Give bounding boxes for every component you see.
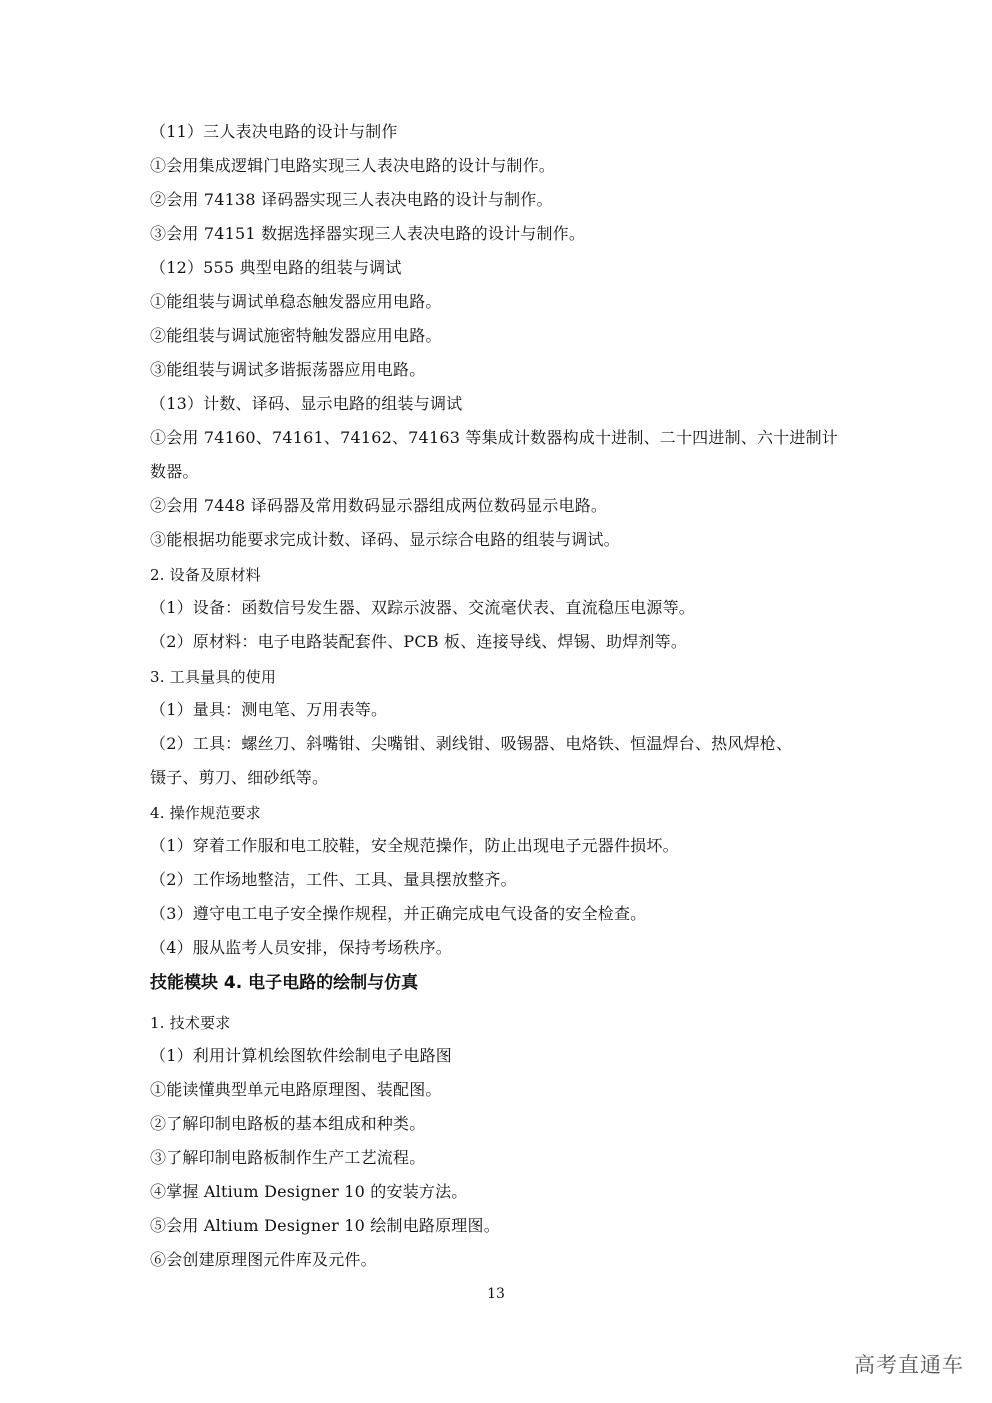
text-line: ①会用 74160、74161、74162、74163 等集成计数器构成十进制、二十四进制、六十进制计	[150, 428, 838, 447]
text-line: （2）工具：螺丝刀、斜嘴钳、尖嘴钳、剥线钳、吸锡器、电烙铁、恒温焊台、热风焊枪、	[150, 734, 793, 753]
text-line: ②会用 7448 译码器及常用数码显示器组成两位数码显示电路。	[150, 496, 608, 515]
text-line: （2）原材料：电子电路装配套件、PCB 板、连接导线、焊锡、助焊剂等。	[150, 632, 688, 651]
text-line: （2）工作场地整洁，工件、工具、量具摆放整齐。	[150, 870, 517, 889]
section-heading: 2. 设备及原材料	[150, 566, 261, 584]
text-line: （12）555 典型电路的组装与调试	[150, 258, 402, 277]
section-heading: 1. 技术要求	[150, 1014, 231, 1032]
watermark: 高考直通车	[854, 1353, 964, 1377]
text-line: （11）三人表决电路的设计与制作	[150, 122, 398, 141]
text-line: ①能组装与调试单稳态触发器应用电路。	[150, 292, 442, 311]
text-line: （4）服从监考人员安排，保持考场秩序。	[150, 938, 452, 957]
text-line: ③会用 74151 数据选择器实现三人表决电路的设计与制作。	[150, 224, 586, 243]
text-line: （13）计数、译码、显示电路的组装与调试	[150, 394, 463, 413]
text-line: ①能读懂典型单元电路原理图、装配图。	[150, 1080, 442, 1099]
text-line: ①会用集成逻辑门电路实现三人表决电路的设计与制作。	[150, 156, 556, 175]
text-line: ②会用 74138 译码器实现三人表决电路的设计与制作。	[150, 190, 553, 209]
text-line: （1）量具：测电笔、万用表等。	[150, 700, 388, 719]
section-heading: 3. 工具量具的使用	[150, 668, 277, 686]
section-heading: 4. 操作规范要求	[150, 804, 261, 822]
text-line: ③能组装与调试多谐振荡器应用电路。	[150, 360, 426, 379]
text-line: （1）穿着工作服和电工胶鞋，安全规范操作，防止出现电子元器件损坏。	[150, 836, 679, 855]
text-line: 镊子、剪刀、细砂纸等。	[150, 768, 329, 787]
text-line: ③了解印制电路板制作生产工艺流程。	[150, 1148, 426, 1167]
text-line: （1）利用计算机绘图软件绘制电子电路图	[150, 1046, 452, 1065]
text-line: ②了解印制电路板的基本组成和种类。	[150, 1114, 426, 1133]
text-line: （3）遵守电工电子安全操作规程，并正确完成电气设备的安全检查。	[150, 904, 647, 923]
module-heading: 技能模块 4. 电子电路的绘制与仿真	[150, 973, 419, 993]
text-line: （1）设备：函数信号发生器、双踪示波器、交流毫伏表、直流稳压电源等。	[150, 598, 695, 617]
text-line: ④掌握 Altium Designer 10 的安装方法。	[150, 1182, 468, 1201]
text-line: 数器。	[150, 462, 199, 481]
text-line: ③能根据功能要求完成计数、译码、显示综合电路的组装与调试。	[150, 530, 620, 549]
text-line: ⑥会创建原理图元件库及元件。	[150, 1250, 377, 1269]
text-line: ⑤会用 Altium Designer 10 绘制电路原理图。	[150, 1216, 500, 1235]
page-number: 13	[487, 1286, 505, 1302]
text-line: ②能组装与调试施密特触发器应用电路。	[150, 326, 442, 345]
